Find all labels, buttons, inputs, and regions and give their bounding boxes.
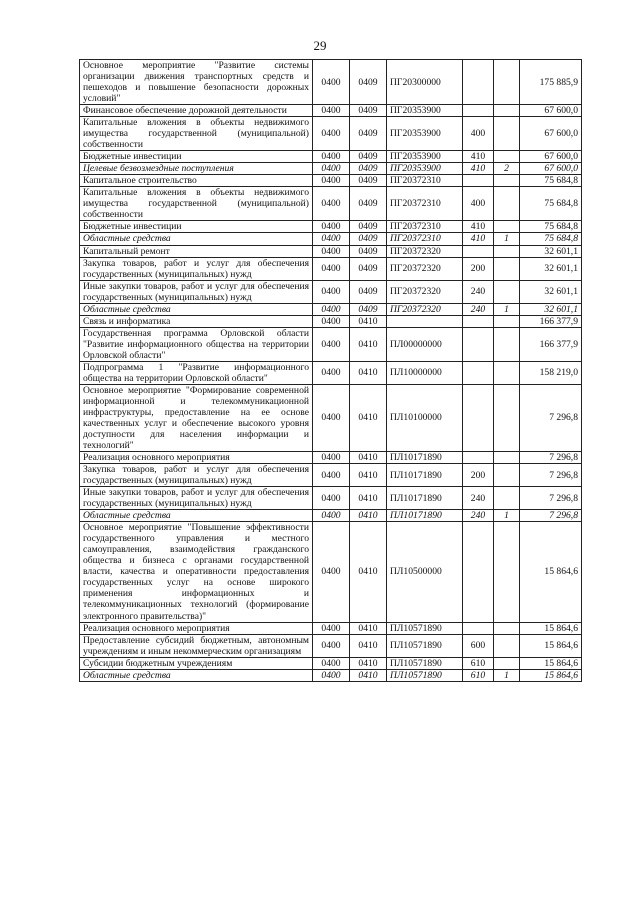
table-row [80, 522, 582, 622]
table-row [80, 221, 582, 233]
amount: 32 601,1 [520, 280, 582, 303]
table-row [80, 361, 582, 384]
amount: 166 377,9 [520, 315, 582, 327]
table-row [80, 257, 582, 280]
section-code: 0400 [313, 105, 350, 117]
funding-source-code [494, 657, 520, 669]
amount: 15 864,6 [520, 522, 582, 622]
table-row [80, 105, 582, 117]
target-article-code: ПЛ10171890 [387, 510, 463, 522]
table-row [80, 634, 582, 657]
subsection-code: 0409 [350, 105, 387, 117]
expense-type-code: 400 [463, 117, 494, 151]
subsection-code: 0410 [350, 464, 387, 487]
table-row [80, 657, 582, 669]
table-row [80, 151, 582, 163]
funding-source-code [494, 280, 520, 303]
expense-type-code: 410 [463, 233, 494, 245]
target-article-code: ПГ20353900 [387, 117, 463, 151]
section-code: 0400 [313, 117, 350, 151]
amount: 32 601,1 [520, 245, 582, 257]
row-name: Закупка товаров, работ и услуг для обеспечения государственных (муниципальных) нужд [80, 257, 313, 280]
row-name: Капитальные вложения в объекты недвижимого имущества государственной (муниципальной) собственности [80, 187, 313, 221]
target-article-code: ПГ20300000 [387, 60, 463, 105]
table-row [80, 452, 582, 464]
target-article-code: ПЛ10171890 [387, 464, 463, 487]
subsection-code: 0410 [350, 487, 387, 510]
section-code: 0400 [313, 303, 350, 315]
expense-type-code [463, 361, 494, 384]
section-code: 0400 [313, 464, 350, 487]
funding-source-code [494, 384, 520, 451]
subsection-code: 0410 [350, 452, 387, 464]
row-name: Капитальный ремонт [80, 245, 313, 257]
row-name: Основное мероприятие "Повышение эффективности государственного управления и местного самоуправления, взаимодействия гражданского общества и бизнеса с органами государственной власти, качества и оперативности предоставления государственных услуг на основе широкого применения информационных и телекоммуникационных технологий (формирование электронного правительства)" [80, 522, 313, 622]
row-name: Закупка товаров, работ и услуг для обеспечения государственных (муниципальных) нужд [80, 464, 313, 487]
table-row [80, 303, 582, 315]
target-article-code: ПГ20353900 [387, 163, 463, 175]
section-code: 0400 [313, 634, 350, 657]
amount: 67 600,0 [520, 105, 582, 117]
section-code: 0400 [313, 487, 350, 510]
target-article-code: ПГ20353900 [387, 105, 463, 117]
section-code: 0400 [313, 510, 350, 522]
expense-type-code: 200 [463, 464, 494, 487]
subsection-code: 0409 [350, 187, 387, 221]
expense-type-code [463, 175, 494, 187]
row-name: Государственная программа Орловской области "Развитие информационного общества на территории Орловской области" [80, 327, 313, 361]
subsection-code: 0409 [350, 117, 387, 151]
funding-source-code [494, 452, 520, 464]
row-name: Основное мероприятие "Формирование современной информационной и телекоммуникационной инфраструктуры, предоставление на ее основе качественных услуг и обеспечение высокого уровня доступности для населения информации и технологий" [80, 384, 313, 451]
row-name: Основное мероприятие "Развитие системы организации движения транспортных средств и пешеходов и повышение безопасности дорожных условий" [80, 60, 313, 105]
target-article-code: ПЛ10571890 [387, 622, 463, 634]
funding-source-code [494, 117, 520, 151]
subsection-code: 0409 [350, 60, 387, 105]
expense-type-code: 610 [463, 657, 494, 669]
subsection-code: 0409 [350, 257, 387, 280]
amount: 15 864,6 [520, 669, 582, 681]
table-row [80, 315, 582, 327]
target-article-code: ПЛ10100000 [387, 384, 463, 451]
section-code: 0400 [313, 315, 350, 327]
target-article-code: ПЛ10571890 [387, 669, 463, 681]
funding-source-code [494, 105, 520, 117]
funding-source-code [494, 315, 520, 327]
target-article-code: ПГ20372310 [387, 221, 463, 233]
expense-type-code: 240 [463, 487, 494, 510]
funding-source-code [494, 327, 520, 361]
table-row [80, 187, 582, 221]
page-number: 29 [313, 38, 327, 53]
budget-table [79, 59, 582, 682]
funding-source-code: 1 [494, 510, 520, 522]
target-article-code: ПГ20372310 [387, 175, 463, 187]
target-article-code: ПГ20372320 [387, 280, 463, 303]
subsection-code: 0410 [350, 669, 387, 681]
funding-source-code [494, 487, 520, 510]
section-code: 0400 [313, 280, 350, 303]
amount: 67 600,0 [520, 151, 582, 163]
target-article-code: ПЛ10000000 [387, 361, 463, 384]
row-name: Подпрограмма 1 "Развитие информационного общества на территории Орловской области" [80, 361, 313, 384]
amount: 158 219,0 [520, 361, 582, 384]
target-article-code: ПГ20372320 [387, 245, 463, 257]
funding-source-code [494, 175, 520, 187]
expense-type-code [463, 384, 494, 451]
amount: 75 684,8 [520, 187, 582, 221]
amount: 7 296,8 [520, 384, 582, 451]
target-article-code: ПЛ10571890 [387, 657, 463, 669]
table-row [80, 622, 582, 634]
section-code: 0400 [313, 187, 350, 221]
funding-source-code: 1 [494, 669, 520, 681]
amount: 15 864,6 [520, 634, 582, 657]
expense-type-code: 600 [463, 634, 494, 657]
amount: 7 296,8 [520, 464, 582, 487]
target-article-code: ПГ20372320 [387, 303, 463, 315]
row-name: Капитальное строительство [80, 175, 313, 187]
target-article-code: ПГ20372320 [387, 257, 463, 280]
amount: 15 864,6 [520, 657, 582, 669]
amount: 7 296,8 [520, 510, 582, 522]
target-article-code: ПГ20372310 [387, 187, 463, 221]
funding-source-code [494, 151, 520, 163]
table-row [80, 117, 582, 151]
funding-source-code [494, 60, 520, 105]
table-row [80, 327, 582, 361]
subsection-code: 0410 [350, 510, 387, 522]
expense-type-code [463, 245, 494, 257]
row-name: Областные средства [80, 669, 313, 681]
expense-type-code [463, 522, 494, 622]
amount: 75 684,8 [520, 175, 582, 187]
subsection-code: 0410 [350, 384, 387, 451]
target-article-code: ПЛ10171890 [387, 487, 463, 510]
funding-source-code [494, 634, 520, 657]
subsection-code: 0410 [350, 634, 387, 657]
row-name: Бюджетные инвестиции [80, 151, 313, 163]
section-code: 0400 [313, 60, 350, 105]
expense-type-code: 610 [463, 669, 494, 681]
expense-type-code [463, 327, 494, 361]
expense-type-code [463, 315, 494, 327]
subsection-code: 0409 [350, 233, 387, 245]
target-article-code: ПЛ10500000 [387, 522, 463, 622]
section-code: 0400 [313, 245, 350, 257]
amount: 32 601,1 [520, 257, 582, 280]
funding-source-code: 2 [494, 163, 520, 175]
subsection-code: 0410 [350, 657, 387, 669]
row-name: Иные закупки товаров, работ и услуг для обеспечения государственных (муниципальных) нужд [80, 280, 313, 303]
target-article-code: ПЛ10171890 [387, 452, 463, 464]
section-code: 0400 [313, 163, 350, 175]
section-code: 0400 [313, 361, 350, 384]
amount: 15 864,6 [520, 622, 582, 634]
subsection-code: 0410 [350, 622, 387, 634]
section-code: 0400 [313, 452, 350, 464]
row-name: Реализация основного мероприятия [80, 622, 313, 634]
funding-source-code [494, 622, 520, 634]
subsection-code: 0410 [350, 315, 387, 327]
table-row [80, 669, 582, 681]
subsection-code: 0409 [350, 221, 387, 233]
table-row [80, 163, 582, 175]
target-article-code: ПЛ10571890 [387, 634, 463, 657]
table-row [80, 60, 582, 105]
row-name: Областные средства [80, 233, 313, 245]
table-row [80, 233, 582, 245]
subsection-code: 0409 [350, 151, 387, 163]
section-code: 0400 [313, 522, 350, 622]
funding-source-code [494, 522, 520, 622]
amount: 175 885,9 [520, 60, 582, 105]
expense-type-code: 410 [463, 221, 494, 233]
section-code: 0400 [313, 151, 350, 163]
amount: 75 684,8 [520, 221, 582, 233]
row-name: Связь и информатика [80, 315, 313, 327]
funding-source-code: 1 [494, 303, 520, 315]
funding-source-code [494, 361, 520, 384]
subsection-code: 0409 [350, 303, 387, 315]
expense-type-code: 240 [463, 510, 494, 522]
amount: 75 684,8 [520, 233, 582, 245]
row-name: Областные средства [80, 510, 313, 522]
table-row [80, 245, 582, 257]
funding-source-code [494, 464, 520, 487]
amount: 67 600,0 [520, 117, 582, 151]
subsection-code: 0409 [350, 163, 387, 175]
target-article-code: ПГ20353900 [387, 151, 463, 163]
expense-type-code: 240 [463, 280, 494, 303]
row-name: Целевые безвозмездные поступления [80, 163, 313, 175]
amount: 7 296,8 [520, 487, 582, 510]
funding-source-code [494, 257, 520, 280]
section-code: 0400 [313, 657, 350, 669]
table-row [80, 175, 582, 187]
section-code: 0400 [313, 327, 350, 361]
row-name: Субсидии бюджетным учреждениям [80, 657, 313, 669]
amount: 7 296,8 [520, 452, 582, 464]
expense-type-code [463, 60, 494, 105]
row-name: Финансовое обеспечение дорожной деятельности [80, 105, 313, 117]
subsection-code: 0410 [350, 361, 387, 384]
subsection-code: 0410 [350, 327, 387, 361]
row-name: Областные средства [80, 303, 313, 315]
section-code: 0400 [313, 669, 350, 681]
section-code: 0400 [313, 257, 350, 280]
section-code: 0400 [313, 175, 350, 187]
funding-source-code [494, 245, 520, 257]
row-name: Иные закупки товаров, работ и услуг для обеспечения государственных (муниципальных) нужд [80, 487, 313, 510]
expense-type-code: 200 [463, 257, 494, 280]
funding-source-code: 1 [494, 233, 520, 245]
expense-type-code [463, 452, 494, 464]
section-code: 0400 [313, 233, 350, 245]
expense-type-code: 410 [463, 163, 494, 175]
subsection-code: 0410 [350, 522, 387, 622]
section-code: 0400 [313, 221, 350, 233]
subsection-code: 0409 [350, 280, 387, 303]
subsection-code: 0409 [350, 175, 387, 187]
target-article-code [387, 315, 463, 327]
expense-type-code [463, 105, 494, 117]
section-code: 0400 [313, 384, 350, 451]
amount: 166 377,9 [520, 327, 582, 361]
table-row [80, 487, 582, 510]
table-row [80, 384, 582, 451]
expense-type-code: 400 [463, 187, 494, 221]
table-row [80, 280, 582, 303]
table-row [80, 464, 582, 487]
target-article-code: ПЛ00000000 [387, 327, 463, 361]
expense-type-code: 410 [463, 151, 494, 163]
row-name: Бюджетные инвестиции [80, 221, 313, 233]
amount: 67 600,0 [520, 163, 582, 175]
subsection-code: 0409 [350, 245, 387, 257]
table-row [80, 510, 582, 522]
section-code: 0400 [313, 622, 350, 634]
row-name: Предоставление субсидий бюджетным, автономным учреждениям и иным некоммерческим организациям [80, 634, 313, 657]
row-name: Реализация основного мероприятия [80, 452, 313, 464]
funding-source-code [494, 221, 520, 233]
row-name: Капитальные вложения в объекты недвижимого имущества государственной (муниципальной) собственности [80, 117, 313, 151]
amount: 32 601,1 [520, 303, 582, 315]
target-article-code: ПГ20372310 [387, 233, 463, 245]
funding-source-code [494, 187, 520, 221]
expense-type-code [463, 622, 494, 634]
expense-type-code: 240 [463, 303, 494, 315]
